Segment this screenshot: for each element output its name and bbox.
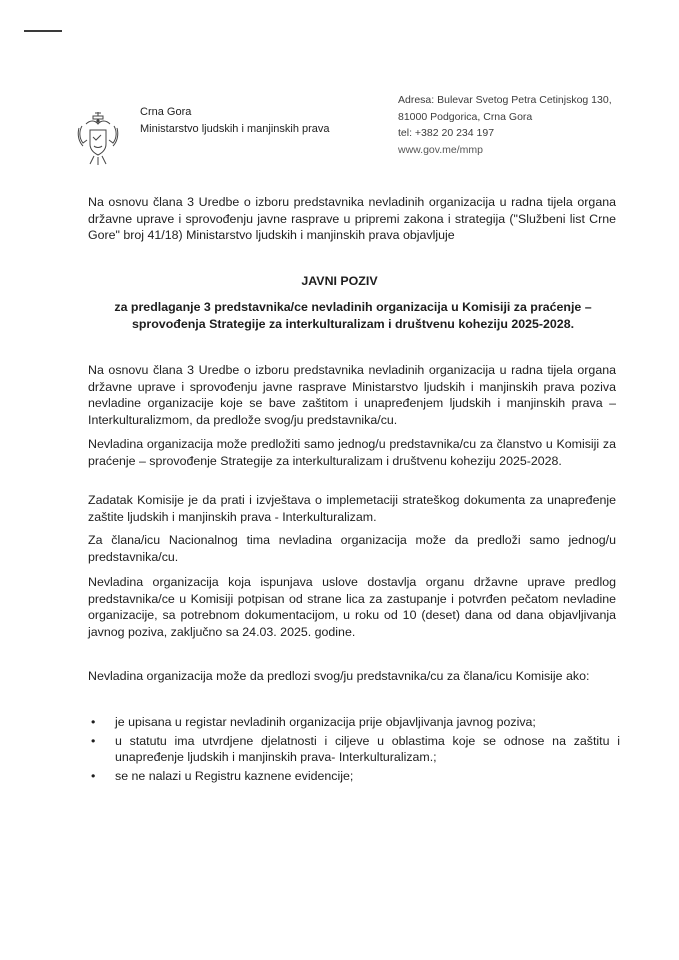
body-paragraph-2: Nevladina organizacija može predložiti samo jednog/u predstavnika/cu za članstvo u Komisiji za praćenje – sprovođenje Strategije za interkulturalizam i društvenu koheziju 2025-2028. [88,437,616,468]
bullet-icon: • [91,733,96,748]
contact-block [398,92,612,158]
phone-number: tel: +382 20 234 197 [398,127,495,139]
coat-of-arms-icon [76,112,120,166]
conditions-list [88,714,620,786]
body-paragraph-4: Za člana/icu Nacionalnog tima nevladina organizacija može da predloži samo jednog/u predstavnika/cu. [88,533,616,564]
ministry-block [140,104,330,138]
condition-text: u statutu ima utvrdjene djelatnosti i ciljeve u oblastima koje se odnose na zaštitu i unapređenje ljudskih i manjinskih prava- Interkulturalizam.; [115,733,620,765]
list-item [88,733,620,766]
website-link[interactable]: www.gov.me/mmp [398,143,483,156]
country-name: Crna Gora [140,106,192,118]
document-subtitle: za predlaganje 3 predstavnika/ce nevladinih organizacija u Komisiji za praćenje – sprovođenja Strategije za interkulturalizam i društvenu koheziju 2025-2028. [114,300,592,331]
document-title: JAVNI POZIV [301,274,378,288]
ministry-name: Ministarstvo ljudskih i manjinskih prava [140,123,330,135]
body-paragraph-5: Nevladina organizacija koja ispunjava uslove dostavlja organu državne uprave predlog predstavnika/ce u Komisiji potpisan od strane lica za zastupanje i potvrđen pečatom nevladine organizacije, sa potrebnom dokumentacijom, u roku od 10 (deset) dana od dana objavljivanja javnog poziva, zaključno sa 24.03. 2025. godine. [88,575,616,639]
body-paragraph-3: Zadatak Komisije je da prati i izvještava o implemetaciji strateškog dokumenta za unapređenje zaštite ljudskih i manjinskih prava - Interkulturalizam. [88,493,616,524]
intro-paragraph: Na osnovu člana 3 Uredbe o izboru predstavnika nevladinih organizacija u radna tijela organa državne uprave i sprovođenju javne rasprave u pripremi zakona i strategija ("Službeni list Crne Gore" broj 41/18) Ministarstvo ljudskih i manjinskih prava objavljuje [88,195,616,243]
body-paragraph-1: Na osnovu člana 3 Uredbe o izboru predstavnika nevladinih organizacija u radna tijela organa državne uprave i sprovođenju javne rasprave Ministarstvo ljudskih i manjinskih prava poziva nevladine organizacije koje se bave zaštitom i unapređenjem ljudskih i manjinskih prava – Interkulturalizmom, da predlože svog/ju predstavnika/cu. [88,363,616,427]
condition-text: se ne nalazi u Registru kaznene evidencije; [115,768,354,783]
bullet-icon: • [91,768,96,783]
corner-rule [24,30,62,32]
address-line-1: Adresa: Bulevar Svetog Petra Cetinjskog 130, [398,94,612,106]
list-item [88,714,620,731]
condition-text: je upisana u registar nevladinih organizacija prije objavljivanja javnog poziva; [115,715,536,729]
list-item [88,768,620,785]
body-paragraph-6: Nevladina organizacija može da predlozi svog/ju predstavnika/cu za člana/icu Komisije ako: [88,669,590,683]
address-line-2: 81000 Podgorica, Crna Gora [398,110,533,123]
bullet-icon: • [91,715,96,729]
